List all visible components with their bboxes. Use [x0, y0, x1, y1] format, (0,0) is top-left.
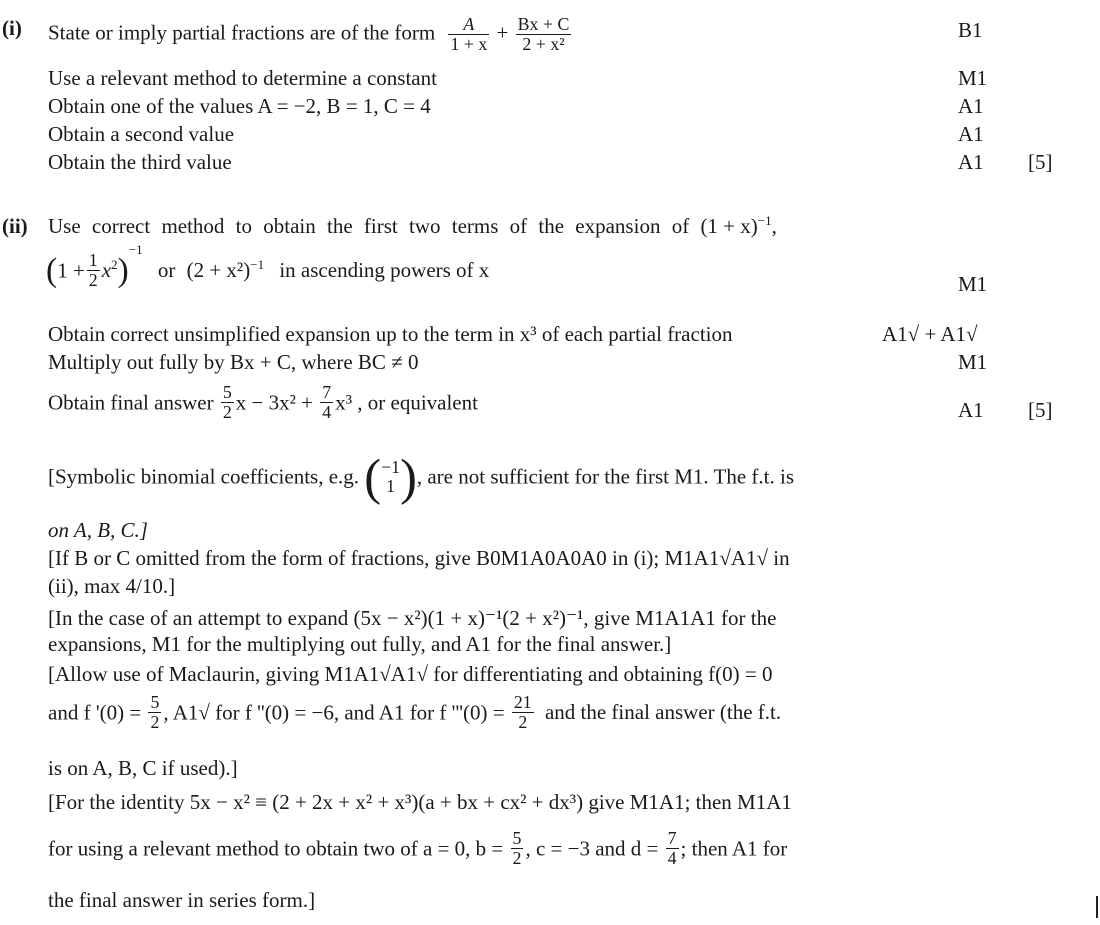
- fraction-bx-plus-c: $\frac{Bx + C}{\text{2 + x²}}$: [517, 14, 570, 54]
- note-maclaurin-cont: is on A, B, C if used).]: [48, 756, 238, 780]
- mark: A1√ + A1√: [882, 322, 978, 346]
- part-ii-total: [5]: [1028, 398, 1053, 422]
- statement-text: State or imply partial fractions are of the form: [48, 20, 436, 45]
- mark: M1: [958, 272, 988, 296]
- part-i-row-1: Use a relevant method to determine a constant: [48, 66, 437, 90]
- note-maclaurin-values: and f '(0) = $\frac{5}{2}$ , A1√ for f ''(0) = −6, and A1 for f '''(0) = $\frac{21}{2}$ and the final answer (the f.t.: [48, 692, 782, 732]
- mark: A1: [958, 398, 984, 422]
- part-ii-row-final: Obtain final answer $\frac{5}{2}$ x − 3x² + $\frac{7}{4}$ x³ , or equivalent: [48, 382, 478, 422]
- part-ii-row-unsimplified: Obtain correct unsimplified expansion up to the term in x³ of each partial fraction: [48, 322, 733, 346]
- note-expand-cont: expansions, M1 for the multiplying out fully, and A1 for the final answer.]: [48, 632, 672, 656]
- note-identity-values: for using a relevant method to obtain two of a = 0, b = $\frac{5}{2}$ , c = −3 and d = $\frac{7}{4}$ ; then A1 for: [48, 828, 788, 868]
- expr-2-plus-x2: $(2 + x^2)^{-1}$: [186, 257, 265, 283]
- part-i-form-statement: State or imply partial fractions are of the form $\frac{A}{1 + x}$ + $\frac{Bx + C}{\text{2 + x²}}$: [48, 14, 570, 54]
- note-omitted: [If B or C omitted from the form of fractions, give B0M1A0A0A0 in (i); M1A1√A1√ in: [48, 546, 790, 570]
- part-ii-label: (ii): [2, 214, 28, 238]
- mark: A1: [958, 150, 984, 174]
- mark: M1: [958, 350, 988, 374]
- part-i-row-2: Obtain one of the values A = −2, B = 1, C = 4: [48, 94, 431, 118]
- part-i-row-3: Obtain a second value: [48, 122, 235, 146]
- part-ii-line2: (1 + $\frac{1}{2}$ $x^2)^{-1}$ or $(2 + x^2)^{-1}$ in ascending powers of x: [46, 241, 490, 290]
- note-omitted-cont: (ii), max 4/10.]: [48, 574, 176, 598]
- note-maclaurin: [Allow use of Maclaurin, giving M1A1√A1√ for differentiating and obtaining f(0) = 0: [48, 662, 773, 686]
- part-i-row-4: Obtain the third value: [48, 150, 232, 174]
- note-binomial-cont: on A, B, C.]: [48, 518, 148, 542]
- text-cursor: [1096, 896, 1098, 918]
- note-identity: [For the identity 5x − x² ≡ (2 + 2x + x² + x³)(a + bx + cx² + dx³) give M1A1; then M1A1: [48, 790, 792, 814]
- part-i-label: (i): [2, 16, 22, 40]
- mark: A1: [958, 122, 984, 146]
- fraction-a-over-1-plus-x: $\frac{A}{1 + x}$: [450, 14, 488, 54]
- note-binomial: [Symbolic binomial coefficients, e.g. ( −1 1 ), are not sufficient for the first M1. The f.t. is: [48, 449, 794, 505]
- part-ii-row-multiply: Multiply out fully by Bx + C, where BC ≠ 0: [48, 350, 419, 374]
- part-i-total: [5]: [1028, 150, 1053, 174]
- mark: A1: [958, 94, 984, 118]
- mark-b1: B1: [958, 18, 983, 42]
- note-identity-cont: the final answer in series form.]: [48, 888, 316, 912]
- note-expand: [In the case of an attempt to expand (5x − x²)(1 + x)⁻¹(2 + x²)⁻¹, give M1A1A1 for the: [48, 606, 777, 630]
- mark: M1: [958, 66, 988, 90]
- expr-1-plus-x: $(1 + x)^{-1}$,: [700, 213, 777, 238]
- part-ii-line1: Use correct method to obtain the first two terms of the expansion of $(1 + x)^{-1}$,: [48, 213, 777, 238]
